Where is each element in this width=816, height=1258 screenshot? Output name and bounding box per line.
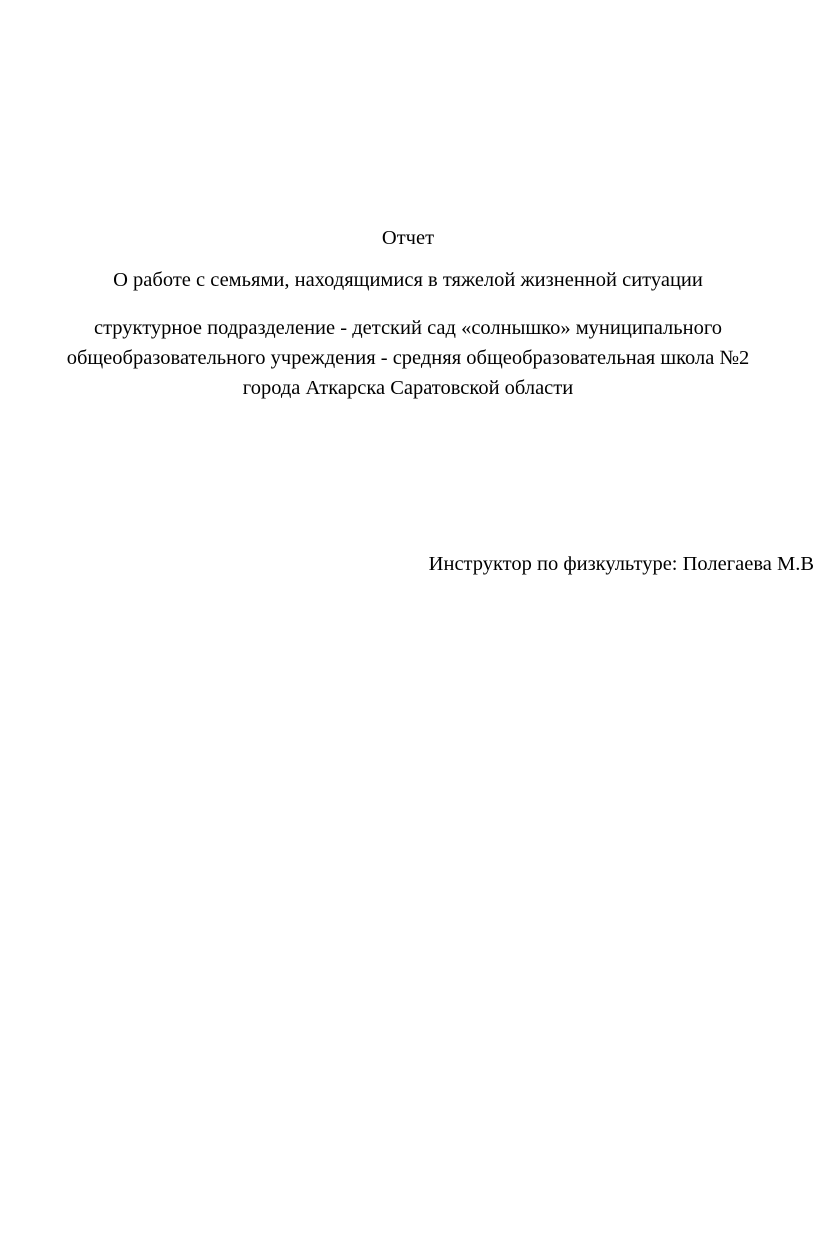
organization-line: структурное подразделение - детский сад «солнышко» муниципального: [93, 317, 723, 339]
author-line: Инструктор по физкультуре: Полегаева М.В: [428, 553, 814, 575]
organization-line: общеобразовательного учреждения - средняя общеобразовательная школа №2: [66, 347, 750, 369]
document-subtitle: О работе с семьями, находящимися в тяжелой жизненной ситуации: [113, 269, 703, 291]
organization-line: города Аткарска Саратовской области: [242, 377, 574, 399]
document-title: Отчет: [381, 227, 435, 249]
